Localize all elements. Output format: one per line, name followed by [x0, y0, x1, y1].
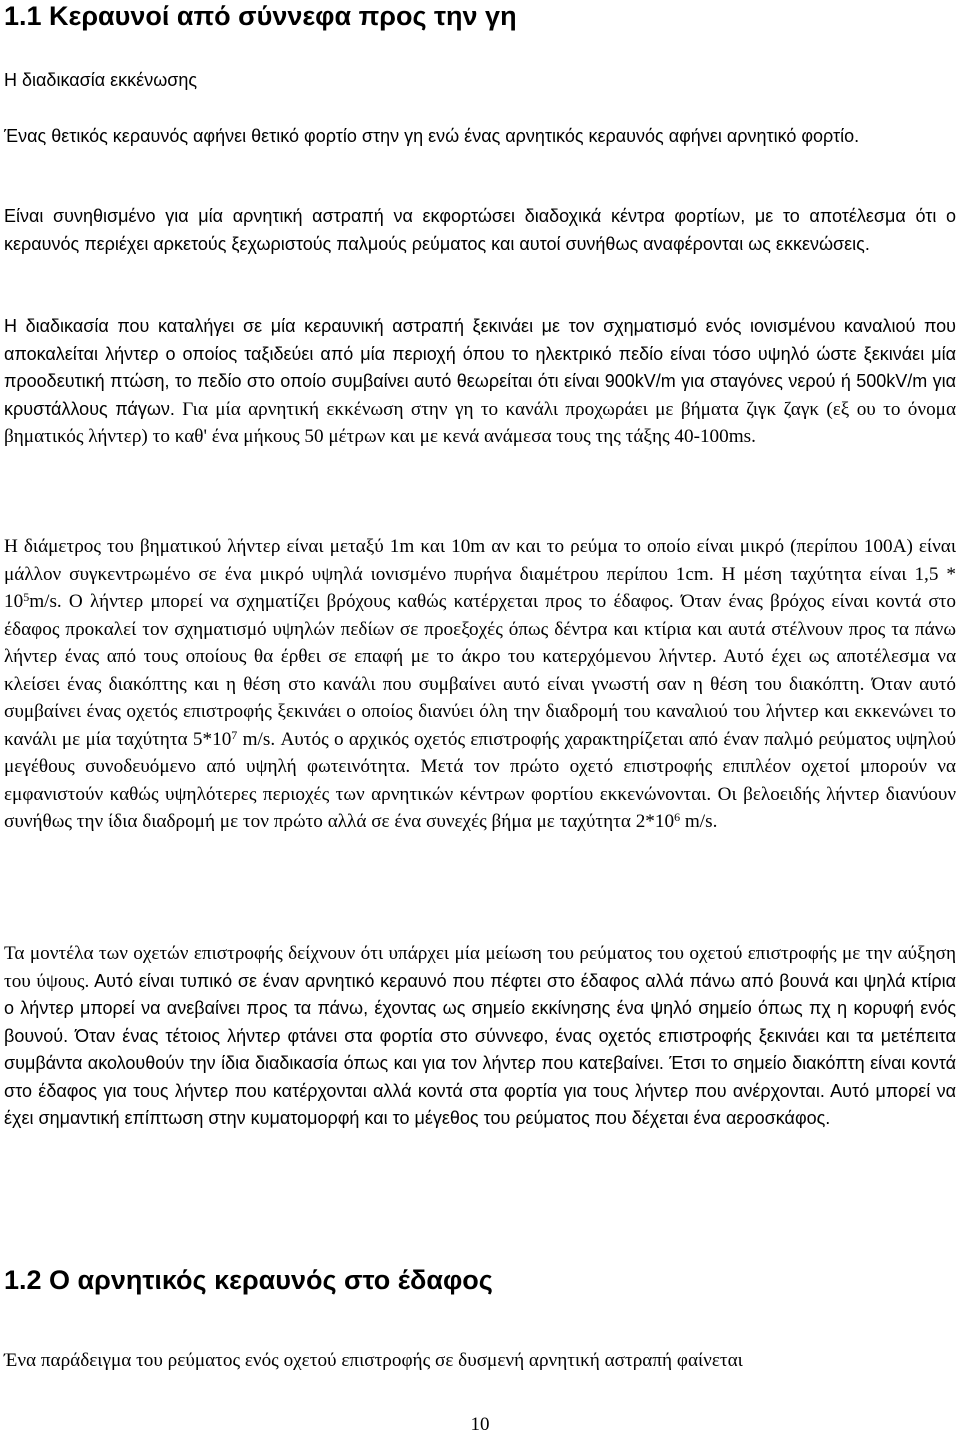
paragraph-positive-negative: Ένας θετικός κεραυνός αφήνει θετικό φορτίο στην γη ενώ ένας αρνητικός κεραυνός αφήνει αρνητικό φορτίο. [4, 126, 860, 146]
leader-diameter-text: Η διάμετρος του βηματικού λήντερ είναι μεταξύ 1m και 10m αν και το ρεύμα το οποίο είναι μικρό (περίπου 100Α) είναι μάλλον συγκεντρωμένο σε ένα μικρό υψηλά ιονισμένο πυρήνα διαμέτρου περίπου 1cm. Η μέση ταχύτητα είναι 1,5 * 10 [4, 536, 956, 612]
paragraph-negative-lightning-example: Ένα παράδειγμα του ρεύματος ενός οχετού επιστροφής σε δυσμενή αρνητική αστραπή φαίνεται [4, 1350, 743, 1371]
return-stroke-text: m/s. Ο λήντερ μπορεί να σχηματίζει βρόχους καθώς κατέρχεται προς το έδαφος. Όταν ένας βρόχος είναι κοντά στο έδαφος προκαλεί τον σχηματισμό υψηλών πεδίων σε προεξοχές όπως δέντρα και κτίρια και αυτά στέλνουν προς τα πάνω λήντερ ένας από τους οποίους θα έρθει σε επαφή με το άκρο του κατερχόμενου λήντερ. Αυτό έχει ως αποτέλεσμα να κλείσει ένας διακόπτης και η θέση στο κανάλι που συμβαίνει αυτό είναι γνωστή σαν η θέση του διακόπτη. Όταν αυτό συμβαίνει ένας οχετός επιστροφής ξεκινάει ο οποίος διανύει όλη την διαδρομή του καναλιού του λήντερ και εκκενώνει το κανάλι με μία ταχύτητα 5*10 [4, 591, 956, 750]
exponent-6: 6 [674, 810, 681, 824]
subsequent-strokes-text: m/s. Αυτός ο αρχικός οχετός επιστροφής χαρακτηρίζεται από έναν παλμό ρεύματος υψηλού μεγέθους συνοδευόμενο από υψηλή φωτεινότητα. Μετά τον πρώτο οχετό επιστροφής επιπλέον οχετοί μπορούν να εμφανιστούν καθώς υψηλότερες περιοχές των αρνητικών κέντρων φορτίου εκκενώνονται. Οι βελοειδής λήντερ διανύουν συνήθως την ίδια διαδρομή με τον πρώτο αλλά σε ένα συνεχές βήμα με ταχύτητα 2*10 [4, 728, 956, 832]
subheading-discharge-process: Η διαδικασία εκκένωσης [4, 70, 198, 90]
section-heading-1-2: 1.2 Ο αρνητικός κεραυνός στο έδαφος [4, 1265, 493, 1295]
page-number: 10 [470, 1414, 490, 1435]
exponent-7: 7 [231, 727, 238, 742]
exponent-5: 5 [23, 590, 30, 604]
return-stroke-models-text: Τα μοντέλα των οχετών επιστροφής δείχνουν ότι υπάρχει μία μείωση του ρεύματος του οχετού επιστροφής με την αύξηση του ύψους. [4, 943, 956, 992]
paragraph-successive-strokes: Είναι συνηθισμένο για μία αρνητική αστραπή να εκφορτώσει διαδοχικά κέντρα φορτίων, με το αποτέλεσμα ότι ο κεραυνός περιέχει αρκετούς ξεχωριστούς παλμούς ρεύματος και αυτοί συνήθως αναφέρονται ως εκκενώσεις. [4, 206, 956, 254]
section-heading-1-1: 1.1 Κεραυνοί από σύννεφα προς την γη [4, 1, 517, 31]
stepped-leader-text: Για μία αρνητική εκκένωση στην γη το κανάλι προχωράει με βήματα ζιγκ ζαγκ (εξ ου το όνομα βηματικός λήντερ) το καθ' ένα μήκους 50 μέτρων και με κενά ανάμεσα τους της τάξης 40-100ms. [4, 398, 957, 447]
paragraph-leader-diameter [4, 533, 956, 836]
paragraph-return-stroke-models [4, 940, 956, 1133]
upward-leader-text: Αυτό είναι τυπικό σε έναν αρνητικό κεραυνό που πέφτει στο έδαφος αλλά πάνω από βουνά και ψηλά κτίρια ο λήντερ μπορεί να ανεβαίνει προς τα πάνω, έχοντας ως σημείο εκκίνησης ένα ψηλό σημείο όπως πχ η κορυφή ενός βουνού. Όταν ένας τέτοιος λήντερ φτάνει στα φορτία στο σύννεφο, ένας οχετός επιστροφής ξεκινάει και τα μετέπειτα συμβάντα ακολουθούν την ίδια διαδικασία όπως και για τον λήντερ που κατεβαίνει. Έτσι το σημείο διακόπτη είναι κοντά στο έδαφος για τους λήντερ που κατέρχονται αλλά κοντά στα φορτία για τους λήντερ που ανέρχονται. Αυτό μπορεί να έχει σημαντική επίπτωση στην κυματομορφή και το μέγεθος του ρεύματος που δέχεται ένα αεροσκάφος. [4, 970, 957, 1128]
velocity-unit-text: m/s. [680, 811, 718, 832]
paragraph-leader-formation [4, 313, 956, 451]
leader-formation-text: Η διαδικασία που καταλήγει σε μία κεραυνική αστραπή ξεκινάει με τον σχηματισμό ενός ιονισμένου καναλιού που αποκαλείται λήντερ ο οποίος ταξιδεύει από μία περιοχή όπου το ηλεκτρικό πεδίο είναι τόσο υψηλό ώστε ξεκινάει μία προοδευτική πτώση, το πεδίο στο οποίο συμβαίνει αυτό θεωρείται ότι είναι 900kV/m για σταγόνες νερού ή 500kV/m για κρυστάλλους πάγων. [4, 316, 956, 419]
